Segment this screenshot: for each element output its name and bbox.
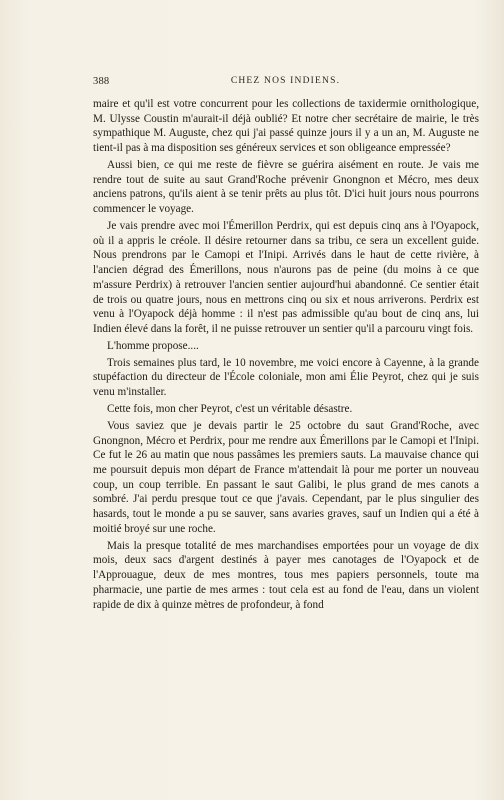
paragraph-3: Je vais prendre avec moi l'Émerillon Perdrix, qui est depuis cinq ans à l'Oyapock, où il a appris le créole. Il désire retourner dans sa tribu, ce sera un excellent guide. Nous prendrons par le Camopi et l'Inipi. Arrivés dans le haut de cette rivière, à l'ancien dégrad des Émerillons, nous n'aurons pas de peine (du moins à ce que m'assure Perdrix) à retrouver l'ancien sentier aujourd'hui abandonné. Ce sentier était de trois ou quatre jours, nous en mettrons cinq ou six et nous arriverons. Perdrix est venu à l'Oyapock déjà homme : il n'est pas admissible qu'au bout de cinq ans, lui Indien élevé dans la forêt, il ne puisse retrouver un sentier qu'il a parcouru vingt fois. — [93, 220, 479, 335]
page-header — [93, 76, 478, 92]
page-number: 388 — [93, 76, 110, 87]
paragraph-4: L'homme propose.... — [107, 339, 199, 352]
body-text — [93, 97, 479, 614]
paragraph-8: Mais la presque totalité de mes marchandises emportées pour un voyage de dix mois, deux sacs d'argent destinés à payer mes canotages de l'Oyapock et de l'Approuague, deux de mes montres, tous mes papiers personnels, toute ma pharmacie, une partie de mes armes : tout cela est au fond de l'eau, dans un violent rapide de dix à quinze mètres de profondeur, à fond — [93, 539, 479, 611]
paragraph-5: Trois semaines plus tard, le 10 novembre, me voici encore à Cayenne, à la grande stupéfaction du directeur de l'École coloniale, mon ami Élie Peyrot, chez qui je suis venu m'installer. — [93, 356, 479, 399]
paragraph-6: Cette fois, mon cher Peyrot, c'est un véritable désastre. — [107, 403, 353, 415]
paragraph-2: Aussi bien, ce qui me reste de fièvre se guérira aisément en route. Je vais me rendre tout de suite au saut Grand'Roche prévenir Gnongnon et Mécro, mes deux anciens patrons, qu'ils aient à se tenir prêts au plus tôt. D'ici huit jours nous pourrons commencer le voyage. — [93, 159, 479, 216]
running-head: CHEZ NOS INDIENS. — [230, 76, 341, 86]
paragraph-7: Vous saviez que je devais partir le 25 octobre du saut Grand'Roche, avec Gnongnon, Mécro et Perdrix, pour me rendre aux Émerillons par le Camopi et l'Inipi. Ce fut le 26 au matin que nous passâmes les premiers sauts. La mauvaise chance qui me poursuit depuis mon départ de France m'attendait là pour me porter un nouveau coup, un coup terrible. En passant le saut Galibi, le plus grand de mes canots a sombré. J'ai perdu presque tout ce que j'avais. Cependant, par le plus singulier des hasards, tout le monde a pu se sauver, sans avaries graves, sauf un Indien qui a été à moitié broyé sur une roche. — [93, 419, 479, 535]
paragraph-1: maire et qu'il est votre concurrent pour les collections de taxidermie ornithologique, M. Ulysse Coustin m'aurait-il déjà oublié? Et notre cher secrétaire de mairie, le très sympathique M. Auguste, chez qui j'ai passé quinze jours il y a un an, M. Auguste ne tient-il pas à ma disposition ses généreux services et son obligeance empressée? — [93, 98, 479, 155]
